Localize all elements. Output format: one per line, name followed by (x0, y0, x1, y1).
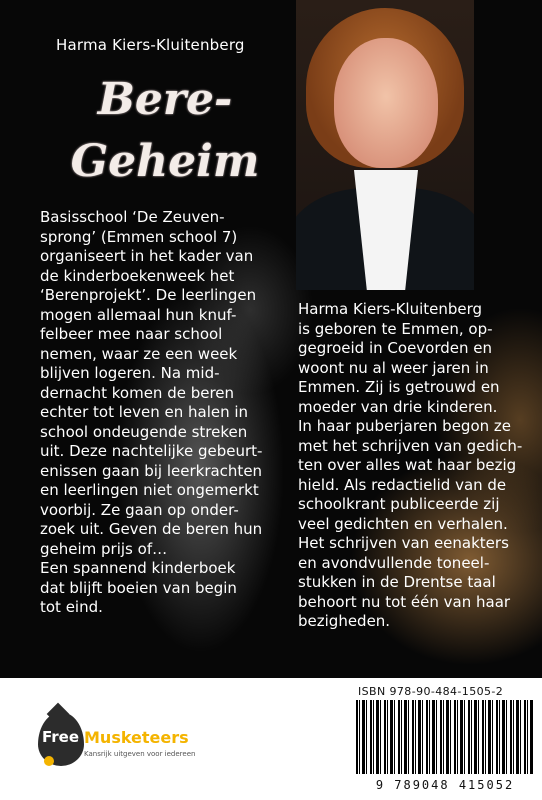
book-blurb (40, 208, 280, 618)
blurb-line: echter tot leven en halen in (40, 403, 249, 421)
blurb-line: school ondeugende streken (40, 422, 248, 441)
blurb-line: Een spannend kinderboek (40, 559, 236, 577)
bio-line: en avondvullende toneel- (298, 553, 490, 572)
blurb-line: en leerlingen niet ongemerkt (40, 481, 259, 499)
blurb-line: blijven logeren. Na mid- (40, 364, 220, 382)
bio-line: Harma Kiers-Kluitenberg (298, 300, 483, 318)
logo-dot-icon (44, 756, 54, 766)
book-title-line-2: Geheim (70, 136, 260, 187)
bio-line: Het schrijven van eenakters (298, 534, 509, 552)
logo-free-text: Free (42, 728, 80, 746)
photo-face (334, 38, 438, 168)
bio-line: In haar puberjaren begon ze (298, 417, 511, 435)
blurb-line: felbeer mee naar school (40, 325, 223, 343)
isbn-label: ISBN 978-90-484-1505-2 (358, 685, 504, 698)
bio-line: bezigheden. (298, 612, 391, 630)
bio-line: hield. Als redactielid van de (298, 475, 507, 494)
bio-line: met het schrijven van gedich- (298, 436, 523, 455)
blurb-line: dernacht komen de beren (40, 383, 235, 402)
blurb-line: mogen allemaal hun knuf- (40, 305, 237, 324)
bio-line: ten over alles wat haar bezig (298, 456, 517, 474)
blurb-line: de kinderboekenweek het (40, 266, 235, 285)
bio-line: stukken in de Drentse taal (298, 573, 496, 591)
barcode (356, 700, 534, 774)
author-photo (296, 0, 474, 290)
bio-line: moeder van drie kinderen. (298, 397, 498, 416)
bio-line: schoolkrant publiceerde zij (298, 495, 500, 513)
author-name: Harma Kiers-Kluitenberg (56, 36, 245, 54)
bio-line: woont nu al weer jaren in (298, 358, 489, 377)
bio-line: veel gedichten en verhalen. (298, 514, 508, 533)
blurb-line: organiseert in het kader van (40, 247, 254, 265)
blurb-line: nemen, waar ze een week (40, 344, 238, 363)
blurb-line: dat blijft boeien van begin (40, 578, 237, 597)
blurb-line: tot eind. (40, 598, 103, 616)
bio-line: behoort nu tot één van haar (298, 592, 511, 611)
blurb-line: voorbij. Ze gaan op onder- (40, 500, 239, 519)
bio-line: is geboren te Emmen, op- (298, 319, 493, 338)
author-bio (298, 300, 522, 632)
publisher-logo (32, 706, 196, 776)
blurb-line: ‘Berenprojekt’. De leerlingen (40, 286, 257, 304)
barcode-number: 9 789048 415052 (375, 778, 515, 792)
logo-musketeers-text: Musketeers (84, 728, 189, 747)
bio-line: Emmen. Zij is getrouwd en (298, 378, 500, 396)
blurb-line: uit. Deze nachtelijke gebeurt- (40, 442, 263, 460)
bio-line: gegroeid in Coevorden en (298, 339, 493, 357)
book-title-line-1: Bere- (97, 74, 233, 125)
blurb-line: sprong’ (Emmen school 7) (40, 227, 238, 246)
logo-tagline: Kansrijk uitgeven voor iedereen (84, 750, 196, 758)
blurb-line: enissen gaan bij leerkrachten (40, 461, 263, 480)
blurb-line: geheim prijs of… (40, 539, 168, 558)
blurb-line: Basisschool ‘De Zeuven- (40, 208, 225, 226)
blurb-line: zoek uit. Geven de beren hun (40, 520, 263, 538)
